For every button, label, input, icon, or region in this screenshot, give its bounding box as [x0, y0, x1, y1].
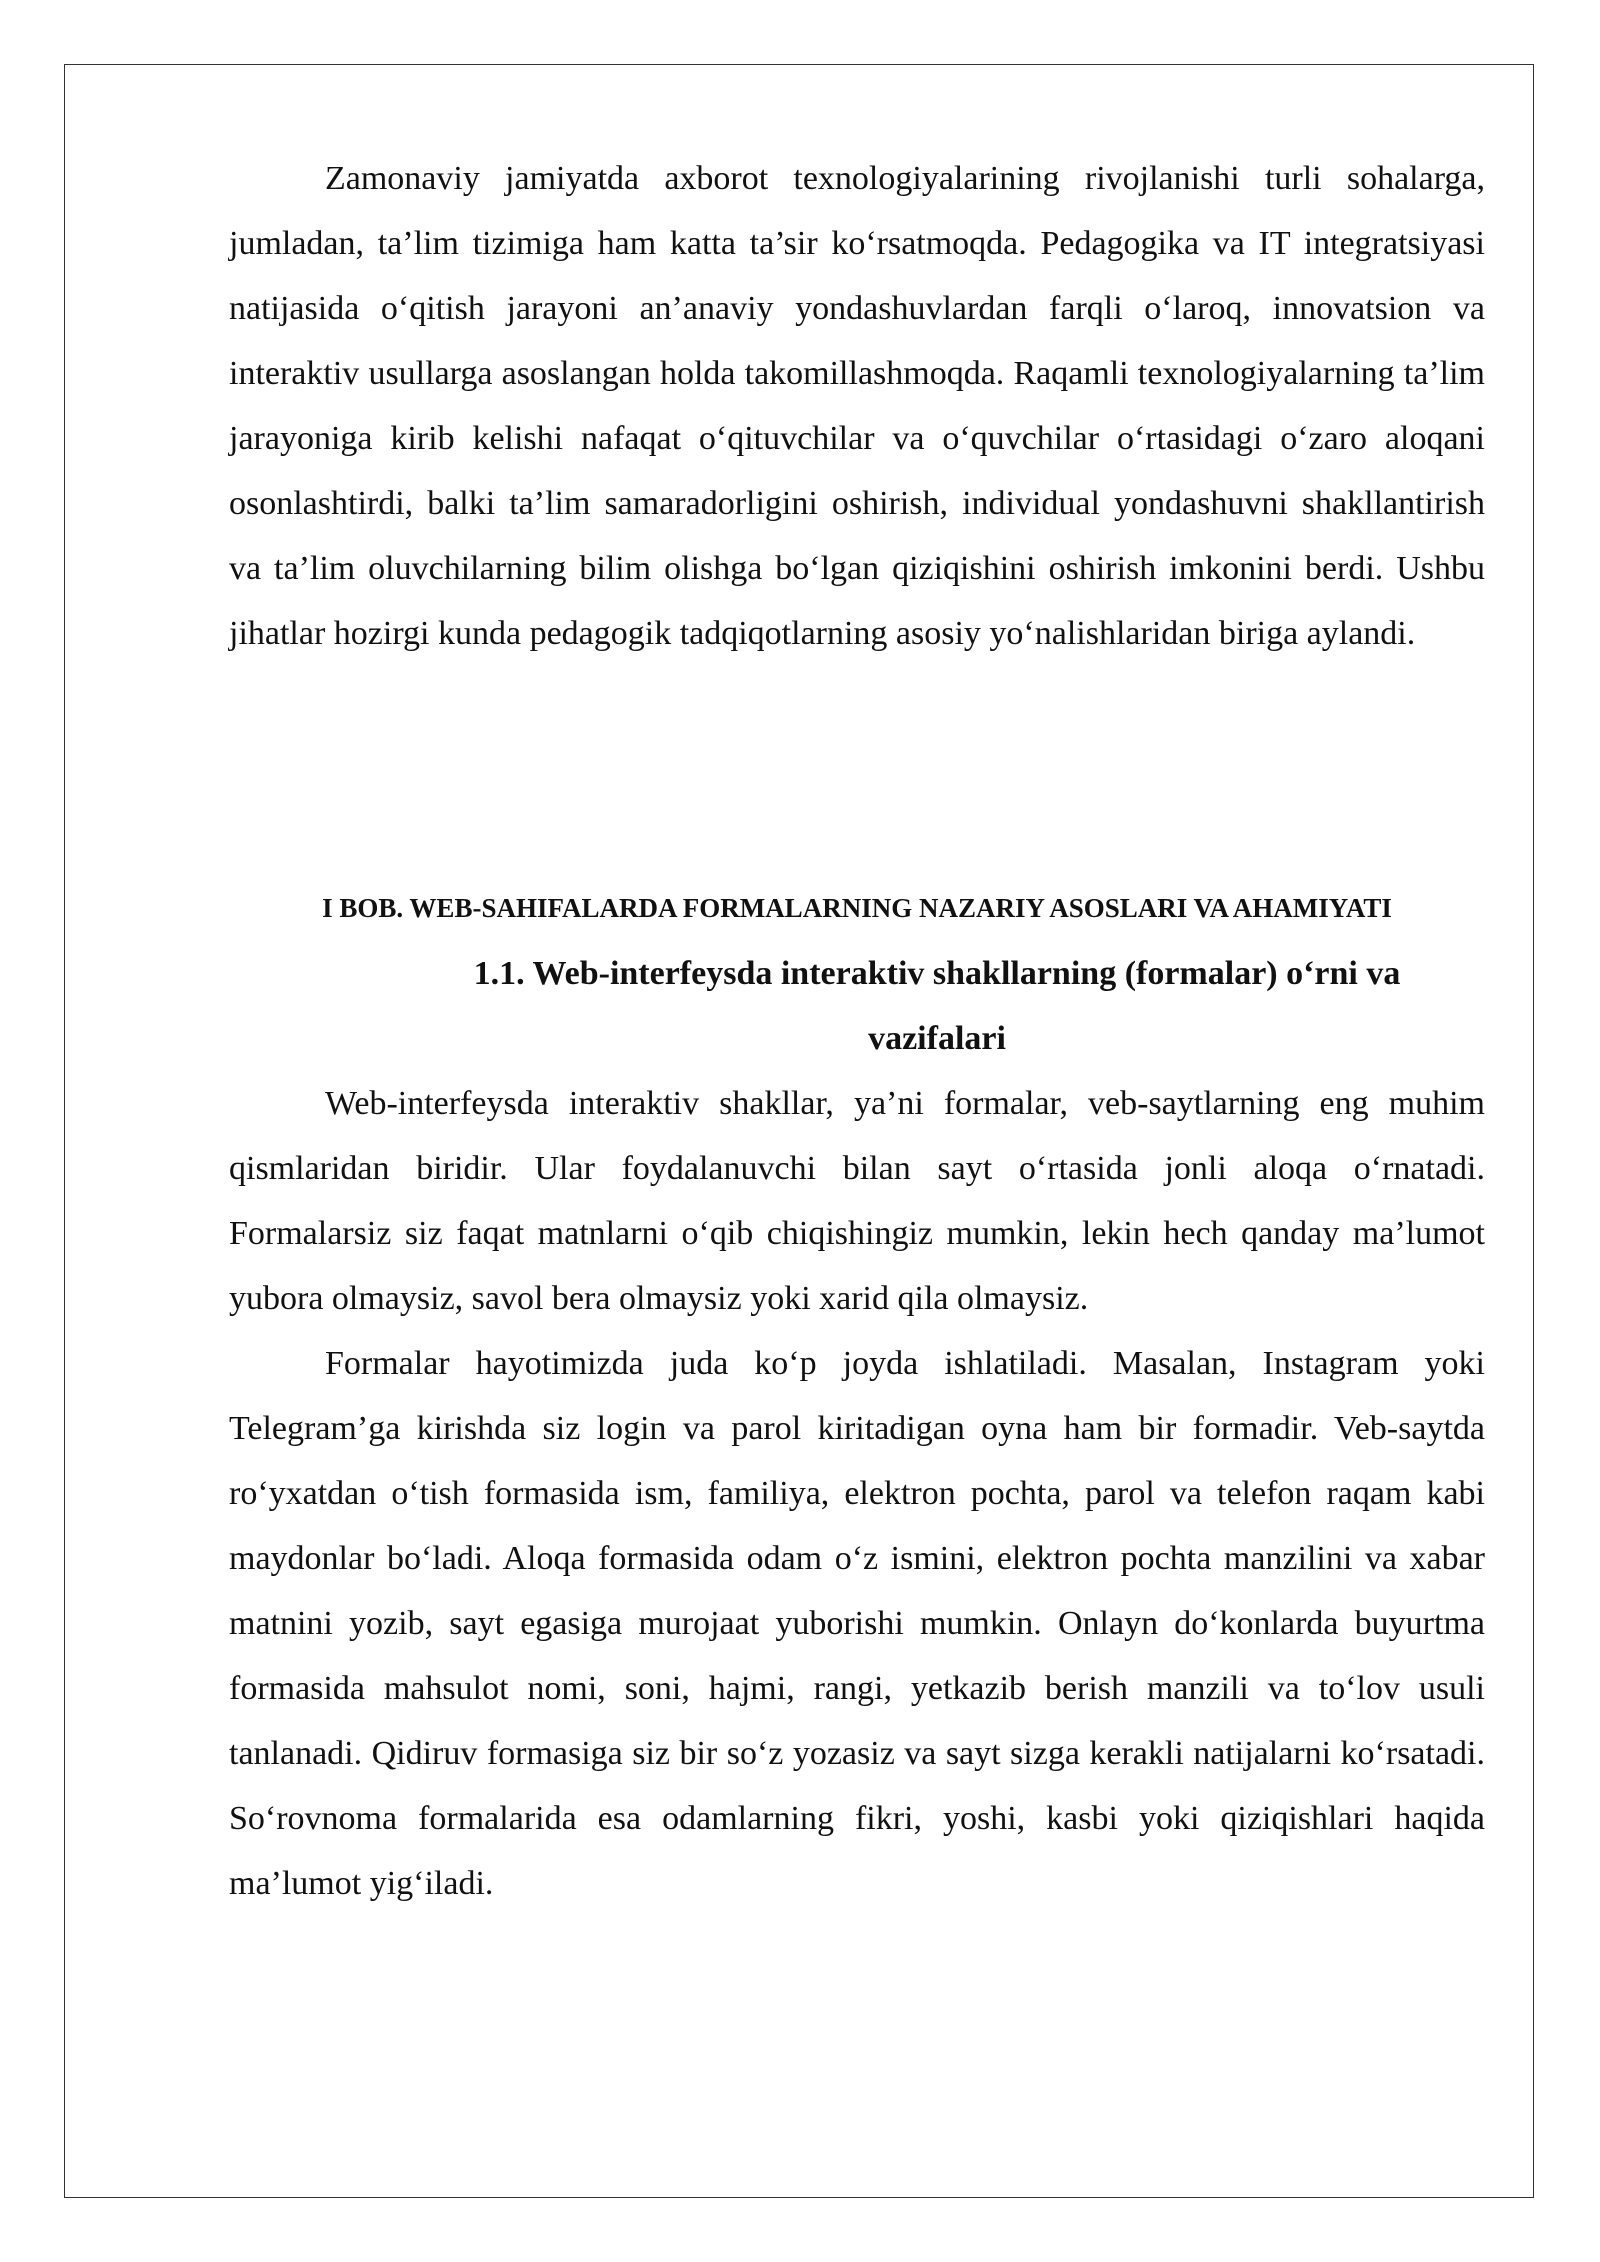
paragraph-forms-examples: Formalar hayotimizda juda ko‘p joyda ishlatiladi. Masalan, Instagram yoki Telegram’ga kirishda siz login va parol kiritadigan oyna ham bir formadir. Veb-saytda ro‘yxatdan o‘tish formasida ism, familiya, elektron pochta, parol va telefon raqam kabi maydonlar bo‘ladi. Aloqa formasida odam o‘z ismini, elektron pochta manzilini va xabar matnini yozib, sayt egasiga murojaat yuborishi mumkin. Onlayn do‘konlarda buyurtma formasida mahsulot nomi, soni, hajmi, rangi, yetkazib berish manzili va to‘lov usuli tanlanadi. Qidiruv formasiga siz bir so‘z yozasiz va sayt sizga kerakli natijalarni ko‘rsatadi. So‘rovnoma formalarida esa odamlarning fikri, yoshi, kasbi yoki qiziqishlari haqida ma’lumot yig‘iladi.	[229, 1345, 1485, 1902]
paragraph-forms-role: Web-interfeysda interaktiv shakllar, ya’ni formalar, veb-saytlarning eng muhim qismlaridan biridir. Ular foydalanuvchi bilan sayt o‘rtasida jonli aloqa o‘rnatadi. Formalarsiz siz faqat matnlarni o‘qib chiqishingiz mumkin, lekin hech qanday ma’lumot yubora olmaysiz, savol bera olmaysiz yoki xarid qila olmaysiz.	[229, 1085, 1485, 1317]
section-heading-line2: vazifalari	[868, 1020, 1006, 1057]
section-heading	[229, 941, 1485, 1071]
document-body	[229, 146, 1485, 1916]
chapter-heading: I BOB. WEB-SAHIFALARDA FORMALARNING NAZARIY ASOSLARI VA AHAMIYATI	[322, 893, 1392, 923]
section-heading-line1: 1.1. Web-interfeysda interaktiv shakllarning (formalar) o‘rni va	[473, 955, 1401, 992]
intro-paragraph: Zamonaviy jamiyatda axborot texnologiyalarining rivojlanishi turli sohalarga, jumladan, ta’lim tizimiga ham katta ta’sir ko‘rsatmoqda. Pedagogika va IT integratsiyasi natijasida o‘qitish jarayoni an’anaviy yondashuvlardan farqli o‘laroq, innovatsion va interaktiv usullarga asoslangan holda takomillashmoqda. Raqamli texnologiyalarning ta’lim jarayoniga kirib kelishi nafaqat o‘qituvchilar va o‘quvchilar o‘rtasidagi o‘zaro aloqani osonlashtirdi, balki ta’lim samaradorligini oshirish, individual yondashuvni shakllantirish va ta’lim oluvchilarning bilim olishga bo‘lgan qiziqishini oshirish imkonini berdi. Ushbu jihatlar hozirgi kunda pedagogik tadqiqotlarning asosiy yo‘nalishlaridan biriga aylandi.	[229, 160, 1485, 652]
